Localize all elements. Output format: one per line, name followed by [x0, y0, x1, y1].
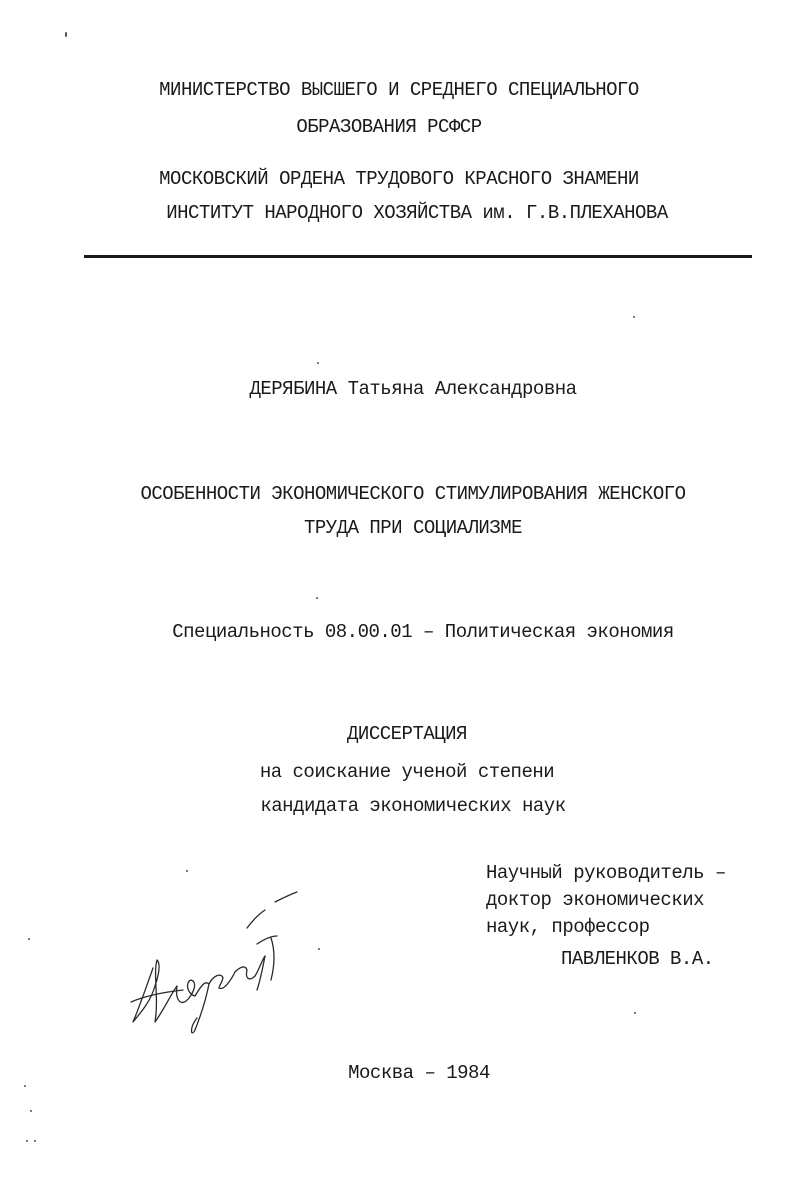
dissertation-title-line-1: ОСОБЕННОСТИ ЭКОНОМИЧЕСКОГО СТИМУЛИРОВАНИЯ ЖЕНСКОГО	[140, 483, 686, 505]
scan-speck	[65, 32, 67, 37]
dissertation-heading: ДИССЕРТАЦИЯ	[347, 723, 467, 745]
supervisor-line-3: наук, профессор	[486, 916, 650, 938]
supervisor-line-2: доктор экономических	[486, 889, 705, 911]
scan-speck	[30, 1110, 32, 1112]
specialty-line: Специальность 08.00.01 – Политическая экономия	[172, 621, 674, 643]
degree-line-1: на соискание ученой степени	[259, 761, 555, 783]
institute-line-1: МОСКОВСКИЙ ОРДЕНА ТРУДОВОГО КРАСНОГО ЗНАМЕНИ	[159, 168, 639, 190]
ministry-line-2: ОБРАЗОВАНИЯ РСФСР	[296, 116, 482, 138]
scan-speck	[28, 938, 30, 940]
scan-speck	[318, 948, 320, 950]
handwritten-signature	[125, 890, 300, 1040]
scan-speck	[24, 1085, 26, 1087]
scan-speck	[186, 870, 188, 872]
ministry-line-1: МИНИСТЕРСТВО ВЫСШЕГО И СРЕДНЕГО СПЕЦИАЛЬНОГО	[159, 79, 639, 101]
scan-speck	[317, 362, 319, 364]
header-divider	[84, 255, 752, 258]
institute-line-2: ИНСТИТУТ НАРОДНОГО ХОЗЯЙСТВА им. Г.В.ПЛЕХАНОВА	[166, 202, 668, 224]
supervisor-name: ПАВЛЕНКОВ В.А.	[561, 948, 714, 970]
scan-speck	[316, 597, 318, 599]
author-name: ДЕРЯБИНА Татьяна Александровна	[249, 378, 577, 400]
scan-speck	[633, 316, 635, 318]
scan-speck	[634, 1012, 636, 1014]
dissertation-title-line-2: ТРУДА ПРИ СОЦИАЛИЗМЕ	[303, 517, 523, 539]
degree-line-2: кандидата экономических наук	[260, 795, 566, 817]
supervisor-line-1: Научный руководитель –	[486, 862, 726, 884]
scan-speck	[26, 1140, 28, 1142]
place-and-year: Москва – 1984	[348, 1062, 490, 1084]
scan-speck	[34, 1140, 36, 1142]
